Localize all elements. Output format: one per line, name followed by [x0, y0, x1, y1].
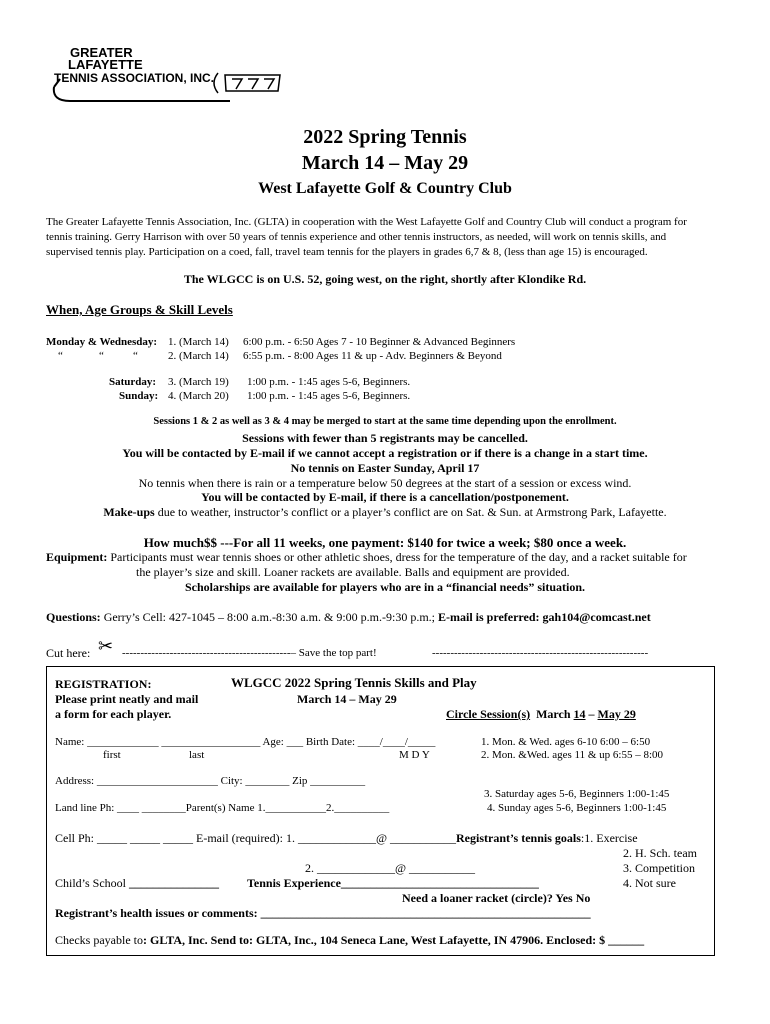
checks-payee: : GLTA, Inc. [142, 933, 208, 947]
school-blank: _______________ [129, 876, 220, 890]
session-option-3[interactable]: 3. Saturday ages 5-6, Beginners 1:00-1:45 [484, 788, 670, 800]
makeups-label: Make-ups [103, 505, 155, 519]
note-merge: Sessions 1 & 2 as well as 3 & 4 may be merged to start at the same time depending upon the enrollment. [153, 416, 617, 427]
health-label: Registrant’s health issues or comments [55, 906, 254, 920]
health-field[interactable] [55, 906, 591, 921]
cell-email-text: Cell Ph: _____ _____ _____ E-mail (required): 1. _____________@ ___________ [55, 831, 457, 845]
sat-label: Saturday: [109, 376, 157, 388]
ditto-1: “ [58, 350, 63, 362]
sun-session: 4. (March 20) [168, 390, 229, 402]
page-dates: March 14 – May 29 [301, 152, 469, 174]
address-field[interactable]: Address: ______________________ City: ________ Zip __________ [55, 775, 366, 787]
logo-line-2: LAFAYETTE [68, 57, 143, 72]
goal-2[interactable]: 2. H. Sch. team [623, 846, 697, 860]
sun-desc: 1:00 p.m. - 1:45 ages 5-6, Beginners. [247, 390, 411, 402]
glta-logo [50, 45, 285, 105]
cut-dashes-1: ----------------------------------------------– Save the top part! [122, 647, 377, 659]
scissors-icon: ✂ [98, 636, 114, 656]
experience-label: Tennis Experience [247, 876, 341, 890]
how-much: How much$$ ---For all 11 weeks, one payment: $140 for twice a week; $80 once a week. [143, 535, 627, 550]
school-label: Child’s School [55, 876, 127, 890]
equipment-line-2: the player’s size and skill. Loaner rackets are available. Balls and equipment are provided. [136, 565, 570, 579]
last-caption: last [189, 749, 205, 761]
circle-label: Circle Session(s) [446, 707, 531, 721]
mw-label: Monday & Wednesday: [46, 336, 158, 348]
note-cancellation: You will be contacted by E-mail, if there is a cancellation/postponement. [201, 490, 569, 504]
mw2-desc: 6:55 p.m. - 8:00 Ages 11 & up - Adv. Beginners & Beyond [243, 350, 502, 362]
circle-may29: May 29 [597, 707, 636, 721]
section-heading: When, Age Groups & Skill Levels [46, 302, 233, 317]
mw2-session: 2. (March 14) [168, 350, 229, 362]
note-cancel: Sessions with fewer than 5 registrants may be cancelled. [242, 431, 528, 445]
email-preferred-label: E-mail is preferred [438, 610, 536, 624]
school-field[interactable] [55, 876, 219, 891]
intro-line-1: The Greater Lafayette Tennis Association, Inc. (GLTA) in cooperation with the West Lafayette Golf and Country Club will conduct a program for [46, 216, 687, 228]
health-blank: : _______________________________________________________ [253, 906, 591, 920]
checks-label: Checks payable to [55, 933, 143, 947]
equipment-label: Equipment: [46, 550, 108, 564]
send-label: Send to [207, 933, 250, 947]
tennis-racket-icon [50, 51, 285, 105]
goal-3[interactable]: 3. Competition [623, 861, 695, 875]
reg-instructions-1: Please print neatly and mail [55, 692, 199, 706]
first-caption: first [103, 749, 121, 761]
note-makeups [0, 505, 770, 520]
circle-dash: – [585, 707, 598, 721]
makeups-text: due to weather, instructor’s conflict or a player’s conflict are on Sat. & Sun. at Armstrong Park, Lafayette. [154, 505, 667, 519]
cut-label: Cut here: [46, 646, 91, 660]
session-option-1[interactable]: 1. Mon. & Wed. ages 6-10 6:00 – 6:50 [481, 736, 651, 748]
email-2-field[interactable]: 2. _____________@ ___________ [305, 861, 476, 875]
name-field[interactable]: Name: _____________ __________________ Age: ___ Birth Date: ____/____/_____ [55, 736, 436, 748]
form-dates: March 14 – May 29 [297, 692, 397, 706]
note-easter: No tennis on Easter Sunday, April 17 [290, 461, 480, 475]
goals-label: Registrant’s tennis goals [456, 831, 581, 845]
reg-label: REGISTRATION: [55, 677, 152, 691]
experience-field[interactable] [247, 876, 539, 891]
loaner-racket[interactable]: Need a loaner racket (circle)? Yes No [402, 891, 591, 905]
logo-line-3: TENNIS ASSOCIATION, INC. [54, 71, 215, 85]
equipment-line-1 [46, 550, 687, 565]
questions-text: Gerry’s Cell: 427-1045 – 8:00 a.m.-8:30 a.m. & 9:00 p.m.-9:30 p.m.; [100, 610, 438, 624]
sat-desc: 1:00 p.m. - 1:45 ages 5-6, Beginners. [247, 376, 411, 388]
note-weather: No tennis when there is rain or a temperature below 50 degrees at the start of a session or excess wind. [138, 476, 632, 490]
session-option-2[interactable]: 2. Mon. &Wed. ages 11 & up 6:55 – 8:00 [481, 749, 664, 761]
circle-14: 14 [573, 707, 586, 721]
contact-email: : gah104@comcast.net [535, 610, 651, 624]
goal-4[interactable]: 4. Not sure [623, 876, 676, 890]
enclosed-field[interactable]: Enclosed: $ ______ [543, 933, 645, 947]
ditto-3: “ [133, 350, 138, 362]
mw1-session: 1. (March 14) [168, 336, 229, 348]
mw1-desc: 6:00 p.m. - 6:50 Ages 7 - 10 Beginner & Advanced Beginners [243, 336, 516, 348]
circle-sessions [446, 707, 636, 722]
cell-email-field[interactable] [55, 831, 638, 846]
directions: The WLGCC is on U.S. 52, going west, on the right, shortly after Klondike Rd. [183, 272, 587, 286]
reg-instructions-2: a form for each player. [55, 707, 172, 721]
mdy-caption: M D Y [399, 749, 430, 761]
cut-dashes-2: ----------------------------------------------------------- [432, 647, 649, 659]
questions-line [46, 610, 651, 625]
experience-blank: _________________________________ [340, 876, 539, 890]
logo-line-1: GREATER [70, 45, 133, 60]
questions-label: Questions: [46, 610, 101, 624]
ditto-2: “ [99, 350, 104, 362]
circle-march: March [536, 707, 574, 721]
payment-line [55, 933, 644, 948]
page-title: 2022 Spring Tennis [303, 126, 467, 148]
send-address: : GLTA, Inc., 104 Seneca Lane, West Lafayette, IN 47906. [249, 933, 544, 947]
session-option-4[interactable]: 4. Sunday ages 5-6, Beginners 1:00-1:45 [487, 802, 667, 814]
form-title: WLGCC 2022 Spring Tennis Skills and Play [231, 675, 477, 690]
sun-label: Sunday: [119, 390, 159, 402]
intro-line-3: supervised tennis play. Participation on a coed, fall, travel team tennis for the players in grades 6,7 & 8, (less than age 15) is encouraged. [46, 246, 648, 258]
intro-line-2: tennis training. Gerry Harrison with over 50 years of tennis experience and other tennis instructors, as needed, will work on tennis skills, and [46, 231, 667, 243]
sat-session: 3. (March 19) [168, 376, 229, 388]
landline-field[interactable]: Land line Ph: ____ ________Parent(s) Name 1.___________2.__________ [55, 802, 390, 814]
note-contact: You will be contacted by E-mail if we cannot accept a registration or if there is a change in a start time. [122, 446, 648, 460]
equipment-text-1: Participants must wear tennis shoes or other athletic shoes, dress for the temperature of the day, and a racket suitable for [107, 550, 687, 564]
goal-1[interactable]: :1. Exercise [580, 831, 638, 845]
registration-form [46, 666, 715, 956]
scholarships: Scholarships are available for players who are in a “financial needs” situation. [184, 580, 586, 594]
venue-name: West Lafayette Golf & Country Club [258, 180, 512, 197]
